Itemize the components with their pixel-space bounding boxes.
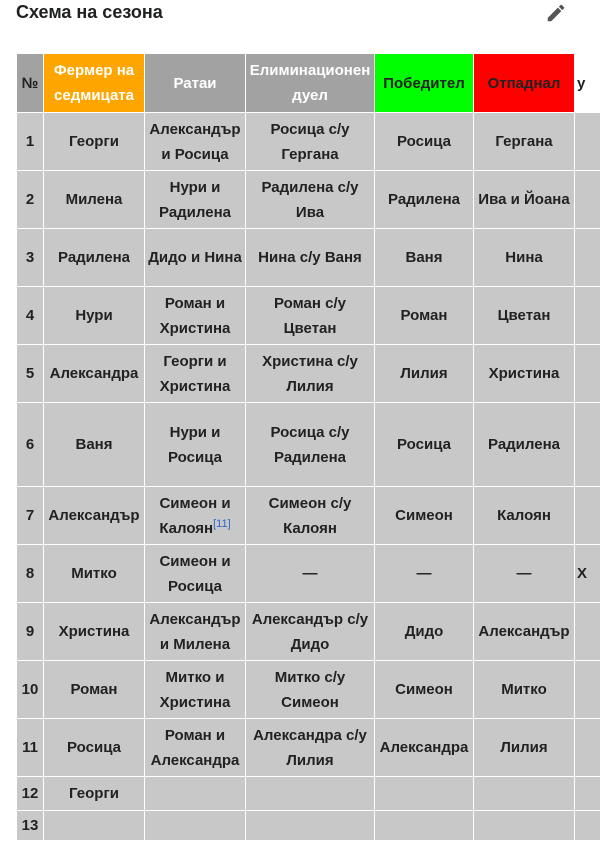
cell-extra: [575, 661, 600, 719]
cell-number: [17, 403, 44, 487]
cell-number-text: 5: [25, 365, 35, 382]
cell-winner-text: Росица: [397, 436, 451, 453]
cell-farmer-text: Нури: [75, 307, 113, 324]
cell-number-text: 9: [25, 623, 35, 640]
cell-workers: [145, 603, 246, 661]
table-header-row: [17, 54, 600, 113]
cell-farmer: [44, 345, 145, 403]
cell-number: [17, 229, 44, 287]
table-row: [17, 287, 600, 345]
header-elimination-duel: Елиминационен дуел: [246, 54, 375, 113]
cell-duel: [246, 287, 375, 345]
cell-duel: [246, 403, 375, 487]
cell-number: [17, 777, 44, 811]
cell-workers: [145, 811, 246, 841]
cell-extra: [575, 287, 600, 345]
cell-extra: [575, 777, 600, 811]
cell-extra: [575, 171, 600, 229]
cell-number-text: 2: [25, 191, 35, 208]
cell-extra: [575, 229, 600, 287]
cell-workers: [145, 661, 246, 719]
cell-duel: [246, 545, 375, 603]
cell-duel: [246, 113, 375, 171]
cell-eliminated: [474, 171, 575, 229]
table-row: [17, 113, 600, 171]
cell-duel-text: Роман с/у Цветан: [274, 294, 346, 337]
cell-number: [17, 113, 44, 171]
cell-winner: [375, 545, 474, 603]
table-row: [17, 603, 600, 661]
cell-workers: [145, 345, 246, 403]
cell-duel-text: Симеон с/у Калоян: [268, 494, 352, 537]
cell-workers: [145, 777, 246, 811]
cell-number: [17, 811, 44, 841]
cell-winner-text: Лилия: [400, 365, 448, 382]
cell-workers: [145, 229, 246, 287]
cell-eliminated: [474, 287, 575, 345]
table-row: [17, 171, 600, 229]
cell-eliminated-text: —: [516, 565, 532, 582]
cell-eliminated-text: Калоян: [497, 507, 551, 524]
cell-workers-text: Дидо и Нина: [148, 249, 242, 266]
header-eliminated: Отпаднал: [474, 54, 575, 113]
cell-winner-text: Симеон: [395, 681, 453, 698]
cell-extra: [575, 487, 600, 545]
cell-eliminated: [474, 811, 575, 841]
cell-duel-text: —: [302, 565, 318, 582]
cell-number-text: 6: [25, 436, 35, 453]
cell-number: [17, 345, 44, 403]
table-row: [17, 403, 600, 487]
cell-eliminated-text: Лилия: [500, 739, 548, 756]
cell-workers: [145, 487, 246, 545]
cell-eliminated: [474, 229, 575, 287]
cell-winner-text: Росица: [397, 133, 451, 150]
cell-winner-text: Ваня: [405, 249, 443, 266]
cell-workers: [145, 545, 246, 603]
header-extra-column: у: [575, 54, 600, 113]
cell-winner: [375, 719, 474, 777]
cell-duel-text: Митко с/у Симеон: [274, 668, 346, 711]
cell-duel-text: Радилена с/у Ива: [261, 178, 359, 221]
cell-workers-text: Нури и Росица: [168, 423, 222, 466]
header-winner: Победител: [375, 54, 474, 113]
cell-winner: [375, 661, 474, 719]
season-table-scroll[interactable]: [16, 53, 600, 849]
cell-eliminated-text: Гергана: [495, 133, 553, 150]
cell-eliminated: [474, 777, 575, 811]
cell-workers-text: Симеон и Калоян: [159, 494, 231, 537]
cell-winner-text: Симеон: [395, 507, 453, 524]
header-workers: Ратаи: [145, 54, 246, 113]
cell-duel: [246, 811, 375, 841]
cell-winner: [375, 403, 474, 487]
cell-winner: [375, 229, 474, 287]
header-number: №: [17, 54, 44, 113]
cell-extra: [575, 719, 600, 777]
cell-farmer: [44, 661, 145, 719]
cell-farmer: [44, 719, 145, 777]
cell-farmer: [44, 811, 145, 841]
cell-workers-text: Александър и Милена: [149, 610, 241, 653]
cell-eliminated-text: Александър: [478, 623, 570, 640]
cell-winner: [375, 345, 474, 403]
cell-number-text: 11: [22, 739, 38, 756]
cell-duel-text: Александър с/у Дидо: [251, 610, 369, 653]
section-header: [0, 0, 600, 30]
cell-farmer-text: Митко: [71, 565, 117, 582]
cell-number: [17, 487, 44, 545]
cell-farmer-text: Александра: [49, 365, 139, 382]
cell-farmer-text: Христина: [58, 623, 130, 640]
cell-extra: [575, 811, 600, 841]
cell-eliminated-text: Ива и Йоана: [478, 191, 570, 208]
cell-eliminated: [474, 719, 575, 777]
table-row: [17, 545, 600, 603]
cell-extra: [575, 345, 600, 403]
cell-duel-text: Нина с/у Ваня: [258, 249, 362, 266]
table-body: [17, 113, 600, 841]
cell-winner-text: —: [416, 565, 432, 582]
table-row: [17, 719, 600, 777]
cell-duel: [246, 171, 375, 229]
cell-farmer-text: Роман: [70, 681, 118, 698]
cell-number: [17, 661, 44, 719]
cell-duel: [246, 719, 375, 777]
table-row: [17, 811, 600, 841]
cell-number: [17, 545, 44, 603]
cell-number: [17, 287, 44, 345]
cell-number-text: 12: [21, 785, 39, 802]
cell-farmer: [44, 171, 145, 229]
table-row: [17, 487, 600, 545]
cell-eliminated: [474, 403, 575, 487]
cell-farmer-text: Александър: [48, 507, 140, 524]
cell-number-text: 1: [25, 133, 35, 150]
cell-winner: [375, 777, 474, 811]
cell-workers-text: Роман и Александра: [150, 726, 240, 769]
section-title: Схема на сезона: [16, 2, 163, 22]
cell-eliminated: [474, 661, 575, 719]
cell-workers: [145, 719, 246, 777]
cell-winner: [375, 603, 474, 661]
header-farmer-of-week: Фермер на седмицата: [44, 54, 145, 113]
cell-number: [17, 719, 44, 777]
cell-winner-text: Радилена: [388, 191, 460, 208]
cell-extra-text: Х: [577, 565, 588, 582]
cell-winner-text: Александра: [379, 739, 469, 756]
cell-winner: [375, 171, 474, 229]
cell-farmer: [44, 403, 145, 487]
cell-duel-text: Александра с/у Лилия: [253, 726, 367, 769]
table-row: [17, 345, 600, 403]
cell-winner: [375, 113, 474, 171]
cell-number-text: 13: [21, 817, 39, 834]
cell-winner: [375, 811, 474, 841]
cell-farmer: [44, 603, 145, 661]
cell-workers: [145, 287, 246, 345]
cell-number-text: 7: [25, 507, 35, 524]
cell-duel: [246, 229, 375, 287]
cell-eliminated-text: Митко: [501, 681, 547, 698]
cell-number-text: 8: [25, 565, 35, 582]
cell-duel-text: Росица с/у Гергана: [270, 120, 350, 163]
cell-duel: [246, 487, 375, 545]
cell-workers: [145, 403, 246, 487]
cell-duel-text: Христина с/у Лилия: [262, 352, 358, 395]
cell-workers-text: Нури и Радилена: [159, 178, 231, 221]
cell-farmer-text: Георги: [69, 785, 119, 802]
table-row: [17, 229, 600, 287]
table-row: [17, 661, 600, 719]
cell-winner: [375, 487, 474, 545]
citation-link[interactable]: [11]: [213, 517, 231, 530]
cell-workers: [145, 113, 246, 171]
cell-workers-text: Симеон и Росица: [159, 552, 231, 595]
cell-extra: [575, 603, 600, 661]
cell-eliminated-text: Нина: [505, 249, 543, 266]
cell-duel: [246, 603, 375, 661]
cell-winner-text: Дидо: [404, 623, 444, 640]
cell-eliminated: [474, 113, 575, 171]
cell-extra: [575, 545, 600, 603]
cell-duel: [246, 777, 375, 811]
cell-workers-text: Александър и Росица: [149, 120, 241, 163]
cell-farmer-text: Георги: [69, 133, 119, 150]
cell-number-text: 10: [21, 681, 39, 698]
cell-farmer: [44, 287, 145, 345]
cell-workers-text: Роман и Христина: [159, 294, 231, 337]
cell-duel-text: Росица с/у Радилена: [270, 423, 350, 466]
cell-farmer-text: Росица: [67, 739, 121, 756]
cell-number: [17, 603, 44, 661]
cell-workers: [145, 171, 246, 229]
cell-extra: [575, 113, 600, 171]
cell-extra: [575, 403, 600, 487]
pencil-edit-icon: [545, 2, 567, 24]
cell-eliminated: [474, 545, 575, 603]
cell-winner: [375, 287, 474, 345]
cell-eliminated: [474, 345, 575, 403]
cell-farmer-text: Ваня: [75, 436, 113, 453]
season-schedule-table: [16, 53, 600, 841]
cell-farmer: [44, 777, 145, 811]
cell-workers-text: Георги и Христина: [159, 352, 231, 395]
cell-eliminated-text: Христина: [488, 365, 560, 382]
cell-farmer-text: Радилена: [58, 249, 130, 266]
cell-duel: [246, 661, 375, 719]
table-row: [17, 777, 600, 811]
cell-farmer: [44, 545, 145, 603]
cell-number: [17, 171, 44, 229]
cell-duel: [246, 345, 375, 403]
cell-farmer-text: Милена: [65, 191, 123, 208]
cell-farmer: [44, 113, 145, 171]
cell-number-text: 4: [25, 307, 35, 324]
cell-number-text: 3: [25, 249, 35, 266]
cell-eliminated-text: Цветан: [497, 307, 551, 324]
edit-button[interactable]: [542, 0, 570, 26]
cell-winner-text: Роман: [400, 307, 448, 324]
cell-farmer: [44, 487, 145, 545]
cell-farmer: [44, 229, 145, 287]
cell-eliminated-text: Радилена: [488, 436, 560, 453]
cell-workers-text: Митко и Христина: [159, 668, 231, 711]
cell-eliminated: [474, 603, 575, 661]
cell-eliminated: [474, 487, 575, 545]
